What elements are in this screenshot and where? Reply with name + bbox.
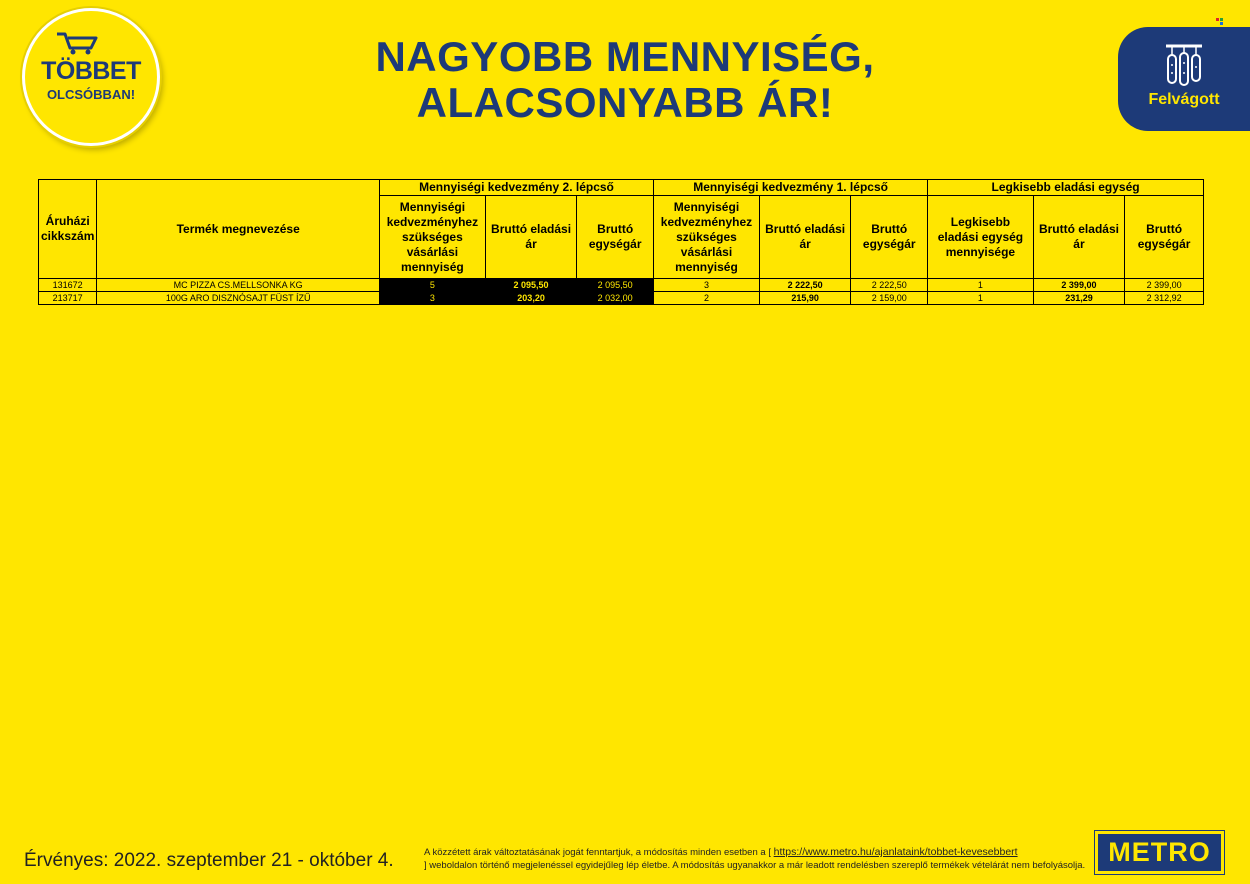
header-t2-unit: Bruttó egységár — [577, 196, 654, 279]
header-tier2: Mennyiségi kedvezmény 2. lépcső — [379, 180, 653, 196]
header-min-unit: Legkisebb eladási egység — [928, 180, 1204, 196]
sausages-icon — [1164, 43, 1204, 87]
cell-t2-price: 2 095,50 — [485, 279, 576, 292]
cart-icon — [55, 31, 101, 55]
offer-link[interactable]: https://www.metro.hu/ajanlataink/tobbet-kevesebbert — [773, 846, 1018, 858]
header-tier1: Mennyiségi kedvezmény 1. lépcső — [654, 180, 928, 196]
header-t2-price: Bruttó eladási ár — [485, 196, 576, 279]
cell-t1-qty: 3 — [654, 279, 760, 292]
disclaimer — [424, 846, 1092, 872]
headline-line2: ALACSONYABB ÁR! — [416, 79, 834, 126]
cell-name: MC PIZZA CS.MELLSONKA KG — [97, 279, 380, 292]
validity-text: Érvényes: 2022. szeptember 21 - október 4. — [24, 850, 394, 871]
header-t1-unit: Bruttó egységár — [851, 196, 928, 279]
table-row — [39, 292, 1204, 305]
cell-t2-unit: 2 032,00 — [577, 292, 654, 305]
cell-sku: 213717 — [39, 292, 97, 305]
header-t2-qty: Mennyiségi kedvezményhez szükséges vásárlási mennyiség — [379, 196, 485, 279]
cell-min-price: 2 399,00 — [1033, 279, 1124, 292]
cell-min-qty: 1 — [928, 279, 1034, 292]
offer-table — [38, 179, 1204, 305]
cell-min-unit: 2 312,92 — [1125, 292, 1204, 305]
header-min-price: Bruttó eladási ár — [1033, 196, 1124, 279]
color-dots-icon — [1216, 18, 1226, 26]
cell-t2-unit: 2 095,50 — [577, 279, 654, 292]
cell-t2-price: 203,20 — [485, 292, 576, 305]
badge-line2: OLCSÓBBAN! — [46, 87, 136, 102]
cell-t2-qty: 5 — [379, 279, 485, 292]
cell-t1-unit: 2 159,00 — [851, 292, 928, 305]
cell-min-unit: 2 399,00 — [1125, 279, 1204, 292]
page-title — [330, 34, 920, 126]
cell-t2-qty: 3 — [379, 292, 485, 305]
cell-sku: 131672 — [39, 279, 97, 292]
header-t1-price: Bruttó eladási ár — [759, 196, 850, 279]
table-row — [39, 279, 1204, 292]
badge-line1: TÖBBET — [41, 57, 141, 85]
metro-logo: METRO — [1095, 831, 1224, 874]
cell-t1-price: 215,90 — [759, 292, 850, 305]
category-label: Felvágott — [1148, 91, 1220, 108]
cell-name: 100G ARO DISZNÓSAJT FÜST ÍZŰ — [97, 292, 380, 305]
header-min-unitprice: Bruttó egységár — [1125, 196, 1204, 279]
table-group-header — [39, 180, 1204, 196]
headline-line1: NAGYOBB MENNYISÉG, — [375, 33, 875, 80]
cell-t1-qty: 2 — [654, 292, 760, 305]
disclaimer-post: ] weboldalon történő megjelenéssel egyidejűleg lép életbe. A módosítás ugyanakkor a már leadott rendelésben szereplő termékek vételárát nem befolyásolja. — [424, 860, 1086, 871]
cell-t1-price: 2 222,50 — [759, 279, 850, 292]
cell-t1-unit: 2 222,50 — [851, 279, 928, 292]
disclaimer-pre: A közzétett árak változtatásának jogát fenntartjuk, a módosítás minden esetben a [ — [424, 847, 771, 858]
header-sku: Áruházi cikkszám — [39, 180, 97, 279]
header-t1-qty: Mennyiségi kedvezményhez szükséges vásárlási mennyiség — [654, 196, 760, 279]
header-min-qty: Legkisebb eladási egység mennyisége — [928, 196, 1034, 279]
category-tab — [1118, 27, 1250, 131]
promo-badge — [22, 8, 160, 146]
cell-min-qty: 1 — [928, 292, 1034, 305]
cell-min-price: 231,29 — [1033, 292, 1124, 305]
header-name: Termék megnevezése — [97, 180, 380, 279]
